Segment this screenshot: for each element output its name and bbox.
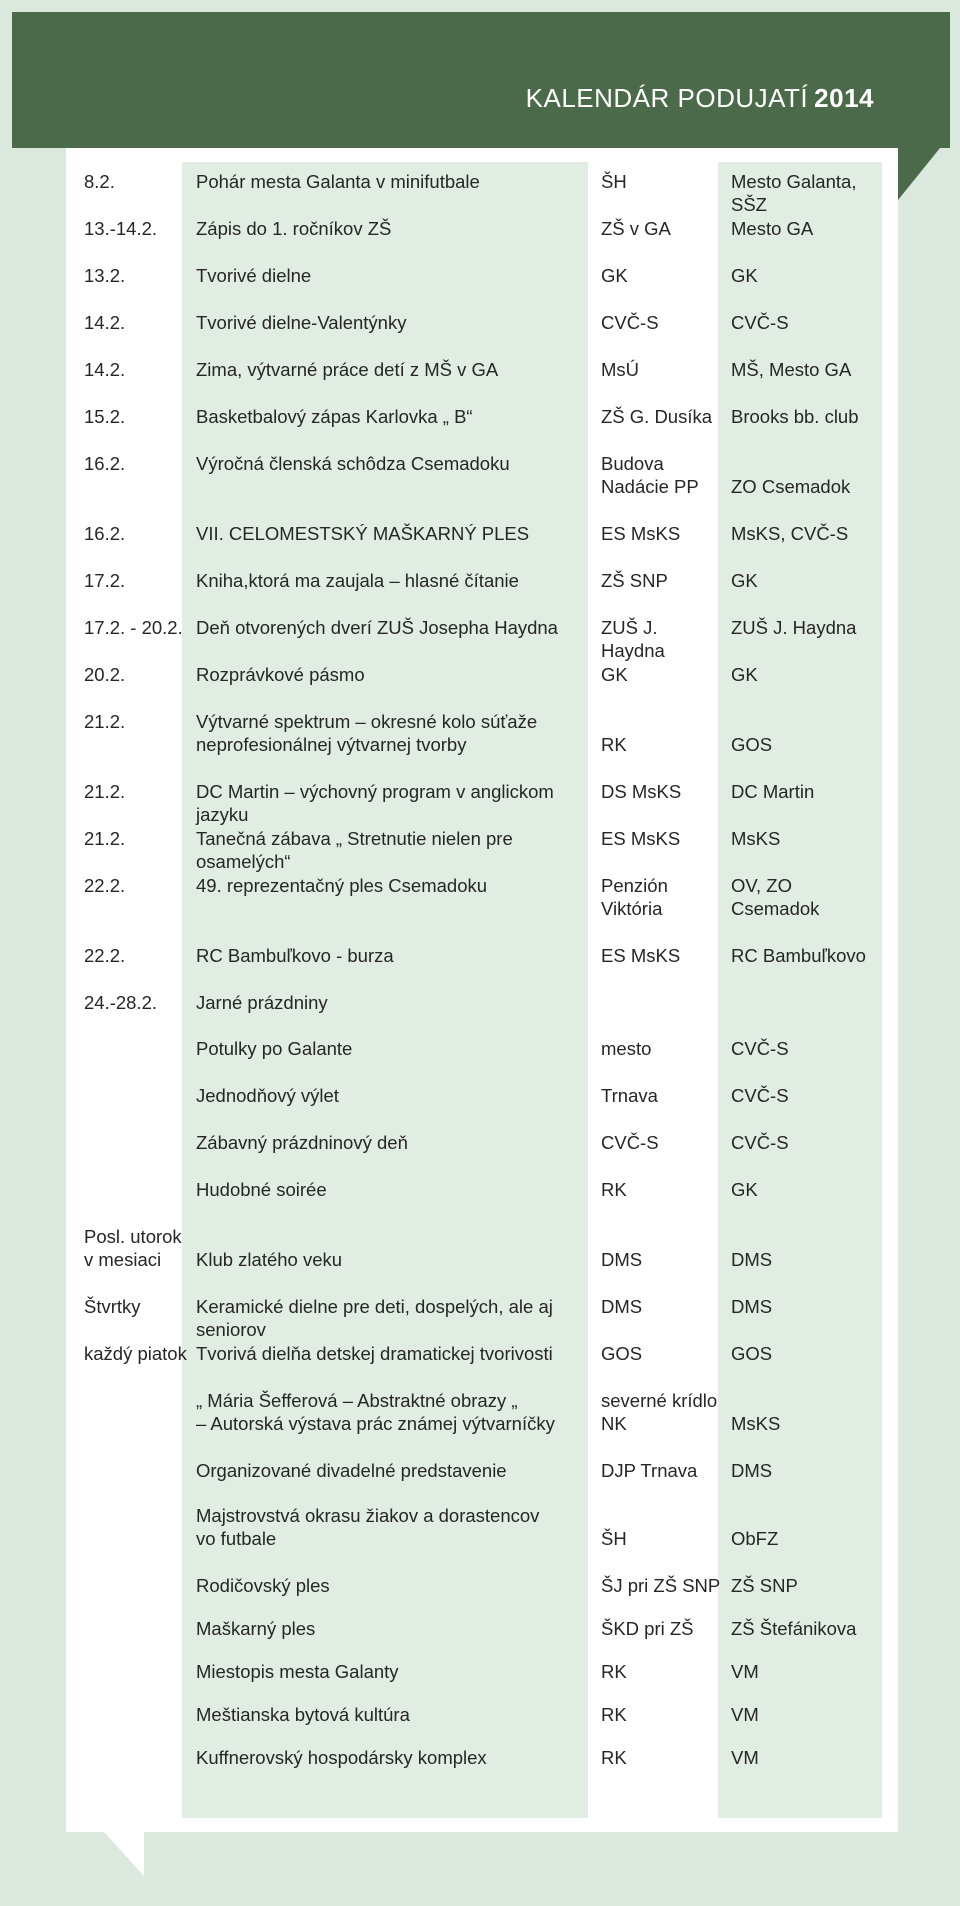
event-cell: Meštianska bytová kultúra: [196, 1704, 410, 1725]
speech-bubble-tail: [104, 1832, 144, 1876]
event-cell: Rodičovský ples: [196, 1575, 330, 1596]
place-cell: ZŠ SNP: [601, 570, 668, 591]
organizer-cell: CVČ-S: [731, 1038, 789, 1059]
organizer-cell: CVČ-S: [731, 1132, 789, 1153]
banner-fold: [898, 148, 940, 200]
organizer-cell: VM: [731, 1747, 759, 1768]
event-cell: Potulky po Galante: [196, 1038, 353, 1059]
date-cell: 20.2.: [84, 664, 126, 685]
organizer-cell: GK: [731, 664, 758, 685]
place-cell: ŠH: [601, 171, 627, 192]
organizer-cell: GOS: [731, 1343, 773, 1364]
date-cell: 17.2.: [84, 570, 126, 591]
header-banner: [12, 12, 950, 148]
event-cell: Majstrovstvá okrasu žiakov a dorastencov vo futbale: [196, 1505, 540, 1549]
calendar-card: [66, 148, 898, 1832]
event-cell: Organizované divadelné predstavenie: [196, 1460, 507, 1481]
date-cell: 21.2.: [84, 781, 126, 802]
date-cell: 17.2. - 20.2.: [84, 617, 183, 638]
event-cell: Miestopis mesta Galanty: [196, 1661, 399, 1682]
organizer-cell: DC Martin: [731, 781, 815, 802]
date-cell: 8.2.: [84, 171, 115, 192]
organizer-cell: GK: [731, 265, 758, 286]
place-cell: ZŠ G. Dusíka: [601, 406, 713, 427]
place-cell: RK: [601, 1704, 627, 1725]
event-cell: Hudobné soirée: [196, 1179, 327, 1200]
event-cell: Zápis do 1. ročníkov ZŠ: [196, 218, 392, 239]
date-cell: Posl. utorok v mesiaci: [84, 1226, 182, 1270]
organizer-cell: ZŠ SNP: [731, 1575, 798, 1596]
event-cell: Maškarný ples: [196, 1618, 316, 1639]
place-cell: ŠH: [601, 1528, 627, 1549]
place-cell: GK: [601, 664, 628, 685]
event-cell: Jednodňový výlet: [196, 1085, 339, 1106]
event-cell: VII. CELOMESTSKÝ MAŠKARNÝ PLES: [196, 523, 530, 544]
place-cell: CVČ-S: [601, 1132, 659, 1153]
event-cell: 49. reprezentačný ples Csemadoku: [196, 875, 488, 896]
place-cell: Budova Nadácie PP: [601, 453, 699, 497]
event-cell: Keramické dielne pre deti, dospelých, ale aj seniorov: [196, 1296, 553, 1340]
place-cell: ES MsKS: [601, 945, 681, 966]
date-cell: 13.-14.2.: [84, 218, 158, 239]
organizer-cell: GK: [731, 1179, 758, 1200]
organizer-cell: ZO Csemadok: [731, 476, 851, 497]
date-cell: 14.2.: [84, 312, 126, 333]
place-cell: ŠJ pri ZŠ SNP: [601, 1575, 721, 1596]
title-text: KALENDÁR PODUJATÍ: [525, 83, 809, 113]
organizer-cell: ZUŠ J. Haydna: [731, 617, 857, 638]
organizer-cell: DMS: [731, 1296, 773, 1317]
event-cell: Zábavný prázdninový deň: [196, 1132, 408, 1153]
date-cell: každý piatok: [84, 1343, 187, 1364]
event-cell: Výtvarné spektrum – okresné kolo súťaže neprofesionálnej výtvarnej tvorby: [196, 711, 538, 755]
date-cell: 15.2.: [84, 406, 126, 427]
event-cell: Výročná členská schôdza Csemadoku: [196, 453, 510, 474]
organizer-cell: Mesto Galanta, SŠZ: [731, 171, 857, 215]
place-cell: mesto: [601, 1038, 652, 1059]
place-cell: RK: [601, 1747, 627, 1768]
place-cell: Penzión Viktória: [601, 875, 668, 919]
date-cell: 21.2.: [84, 828, 126, 849]
organizer-cell: MsKS: [731, 828, 781, 849]
place-cell: ŠKD pri ZŠ: [601, 1618, 694, 1639]
place-cell: DJP Trnava: [601, 1460, 698, 1481]
page-title: [526, 83, 874, 114]
date-cell: 16.2.: [84, 453, 126, 474]
date-cell: 22.2.: [84, 945, 126, 966]
date-cell: 14.2.: [84, 359, 126, 380]
place-cell: ZUŠ J. Haydna: [601, 617, 665, 661]
event-cell: Basketbalový zápas Karlovka „ B“: [196, 406, 473, 427]
organizer-cell: ObFZ: [731, 1528, 779, 1549]
title-year: 2014: [814, 83, 874, 113]
organizer-cell: VM: [731, 1704, 759, 1725]
organizer-cell: MsKS: [731, 1413, 781, 1434]
organizer-cell: MsKS, CVČ-S: [731, 523, 849, 544]
place-cell: ES MsKS: [601, 828, 681, 849]
organizer-cell: GOS: [731, 734, 773, 755]
date-cell: Štvrtky: [84, 1296, 141, 1317]
event-cell: Jarné prázdniny: [196, 992, 328, 1013]
place-cell: RK: [601, 734, 627, 755]
place-cell: RK: [601, 1179, 627, 1200]
event-cell: Kniha,ktorá ma zaujala – hlasné čítanie: [196, 570, 519, 591]
organizer-cell: VM: [731, 1661, 759, 1682]
date-cell: 13.2.: [84, 265, 126, 286]
event-cell: Deň otvorených dverí ZUŠ Josepha Haydna: [196, 617, 558, 638]
organizer-cell: DMS: [731, 1249, 773, 1270]
organizer-cell: GK: [731, 570, 758, 591]
event-cell: RC Bambuľkovo - burza: [196, 945, 394, 966]
event-cell: „ Mária Šefferová – Abstraktné obrazy „ – Autorská výstava prác známej výtvarníčky: [196, 1390, 555, 1434]
event-cell: Tanečná zábava „ Stretnutie nielen pre osamelých“: [196, 828, 513, 872]
date-cell: 16.2.: [84, 523, 126, 544]
place-cell: CVČ-S: [601, 312, 659, 333]
place-cell: Trnava: [601, 1085, 658, 1106]
organizer-cell: Mesto GA: [731, 218, 814, 239]
event-cell: Pohár mesta Galanta v minifutbale: [196, 171, 480, 192]
organizer-cell: CVČ-S: [731, 312, 789, 333]
place-cell: GOS: [601, 1343, 643, 1364]
event-cell: DC Martin – výchovný program v anglickom jazyku: [196, 781, 554, 825]
organizer-cell: OV, ZO Csemadok: [731, 875, 820, 919]
place-cell: ES MsKS: [601, 523, 681, 544]
calendar-table: [66, 148, 898, 1832]
organizer-cell: Brooks bb. club: [731, 406, 859, 427]
event-cell: Rozprávkové pásmo: [196, 664, 365, 685]
event-cell: Zima, výtvarné práce detí z MŠ v GA: [196, 359, 499, 380]
place-cell: DMS: [601, 1249, 643, 1270]
organizer-cell: ZŠ Štefánikova: [731, 1618, 857, 1639]
date-cell: 21.2.: [84, 711, 126, 732]
place-cell: ZŠ v GA: [601, 218, 671, 239]
place-cell: MsÚ: [601, 359, 640, 380]
place-cell: severné krídlo NK: [601, 1390, 718, 1434]
event-cell: Kuffnerovský hospodársky komplex: [196, 1747, 487, 1768]
organizer-cell: DMS: [731, 1460, 773, 1481]
organizer-cell: MŠ, Mesto GA: [731, 359, 852, 380]
place-cell: RK: [601, 1661, 627, 1682]
event-cell: Tvorivé dielne-Valentýnky: [196, 312, 407, 333]
event-cell: Klub zlatého veku: [196, 1249, 343, 1270]
event-cell: Tvorivé dielne: [196, 265, 312, 286]
place-cell: DMS: [601, 1296, 643, 1317]
organizer-cell: RC Bambuľkovo: [731, 945, 866, 966]
event-cell: Tvorivá dielňa detskej dramatickej tvorivosti: [196, 1343, 553, 1364]
place-cell: GK: [601, 265, 628, 286]
organizer-cell: CVČ-S: [731, 1085, 789, 1106]
place-cell: DS MsKS: [601, 781, 682, 802]
date-cell: 22.2.: [84, 875, 126, 896]
date-cell: 24.-28.2.: [84, 992, 158, 1013]
